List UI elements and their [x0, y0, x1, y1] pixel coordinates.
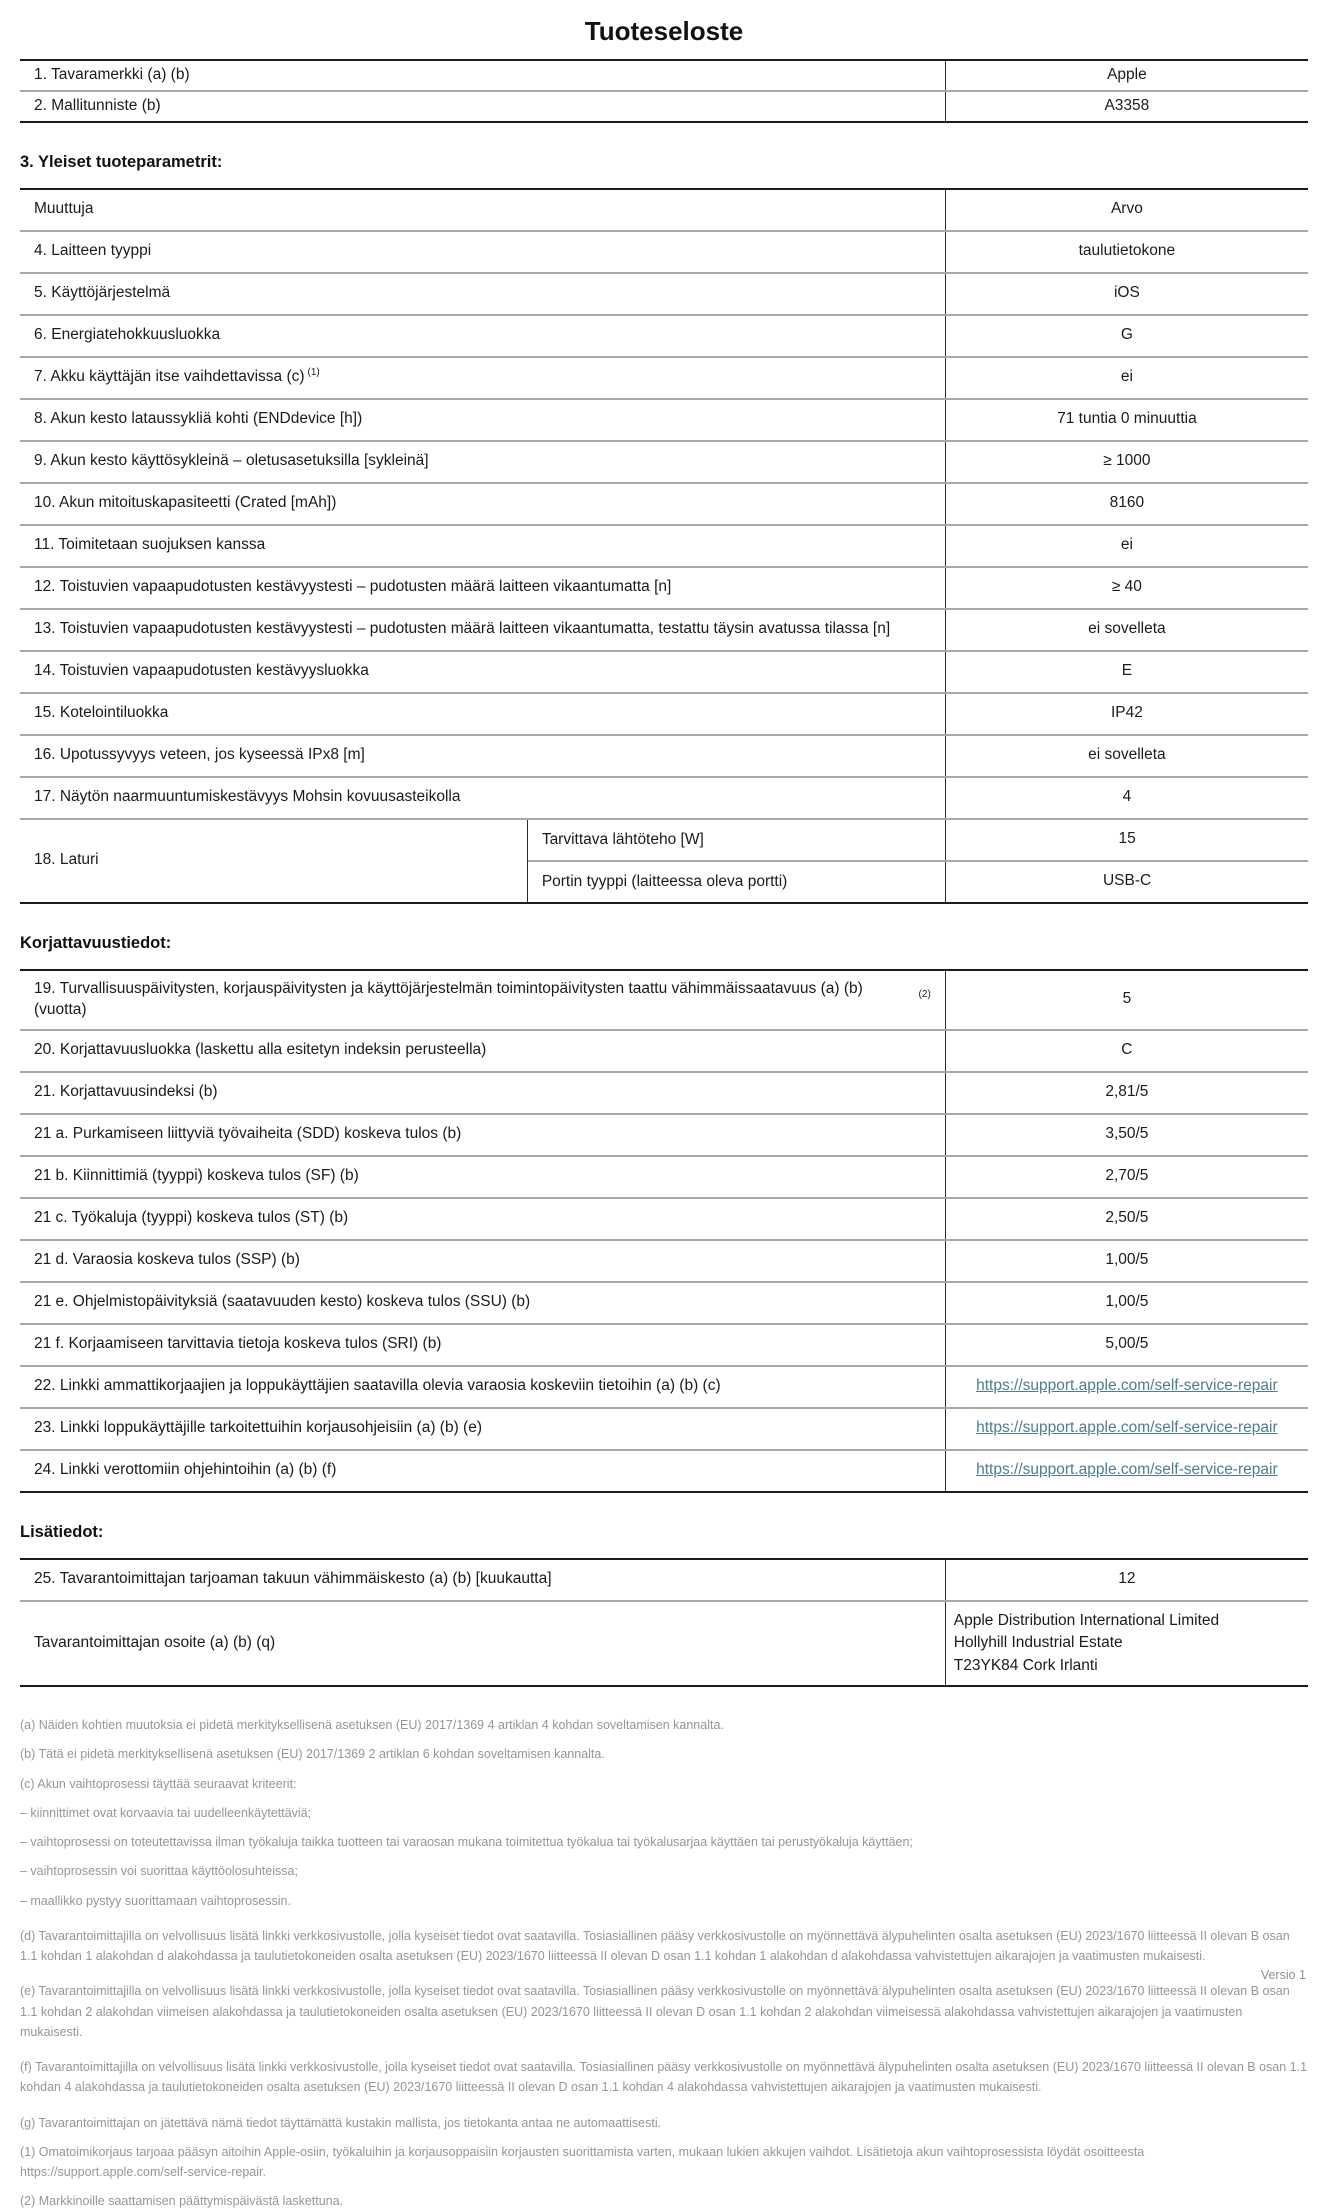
- table-row: [20, 776, 1308, 818]
- table-row: [20, 440, 1308, 482]
- row-value: iOS: [945, 274, 1308, 314]
- version-label: Versio 1: [1260, 1968, 1306, 1982]
- table-row: [20, 1560, 1308, 1600]
- row-value: 8160: [945, 484, 1308, 524]
- row-label: 12. Toistuvien vapaapudotusten kestävyystesti – pudotusten määrä laitteen vikaantumatta [n]: [34, 578, 672, 596]
- table-row: [20, 356, 1308, 398]
- table-row: [20, 566, 1308, 608]
- address-line: T23YK84 Cork Irlanti: [953, 1656, 1098, 1674]
- row-label: 8. Akun kesto lataussykliä kohti (ENDdevice [h]): [34, 410, 363, 428]
- footnote-e: (e) Tavarantoimittajilla on velvollisuus lisätä linkki verkkosivustolle, jolla kyseiset tiedot ovat saatavilla. Tosiasiallinen pääsy verkkosivustolle on myönnettävä älypuhelinten osalta asetuksen (EU) 2023/1670 liitteessä II olevan B osan 1.1 kohdan 2 alakohdan viimeisen alakohdassa ja taulutietokoneiden osalta asetuksen (EU) 2023/1670 liitteessä II olevan D osan 1.1 kohdan 2 alakohdan viimeisessä alakohdassa vahvistettujen aikarajojen ja vaatimusten mukaisesti.: [20, 1984, 1290, 2039]
- row-value: ≥ 40: [945, 568, 1308, 608]
- table-row: [20, 1407, 1308, 1449]
- row-label: 21 f. Korjaamiseen tarvittavia tietoja koskeva tulos (SRI) (b): [34, 1335, 442, 1353]
- table-row: [20, 314, 1308, 356]
- table-row: [20, 971, 1308, 1029]
- row-label: 4. Laitteen tyyppi: [34, 242, 152, 260]
- supplier-address-value: [945, 1602, 1308, 1685]
- address-line: Hollyhill Industrial Estate: [953, 1634, 1123, 1652]
- column-header-variable: Muuttuja: [34, 200, 94, 218]
- row-value: 1,00/5: [945, 1283, 1308, 1323]
- footnote-1: (1) Omatoimikorjaus tarjoaa pääsyn aitoihin Apple-osiin, työkaluihin ja korjausoppaisiin korjausten suorittamista varten, mukaan lukien akkujen vaihdot. Lisätietoja akun vaihtoprosessista löydät osoitteesta https://support.apple.com/self-service-repair.: [20, 2144, 1145, 2180]
- section-heading-general: 3. Yleiset tuoteparametrit:: [20, 152, 223, 171]
- table-row: [20, 1029, 1308, 1071]
- footnotes-section: [20, 1715, 1308, 2212]
- row-label: 10. Akun mitoituskapasiteetti (Crated [mAh]): [34, 494, 337, 512]
- table-row: [20, 90, 1308, 121]
- table-row: [20, 1365, 1308, 1407]
- row-label: 9. Akun kesto käyttösykleinä – oletusasetuksilla [sykleinä]: [34, 452, 429, 470]
- spare-parts-info-link[interactable]: https://support.apple.com/self-service-repair: [976, 1377, 1278, 1395]
- row-label: 21 c. Työkaluja (tyyppi) koskeva tulos (ST) (b): [34, 1209, 349, 1227]
- table-row: [20, 1197, 1308, 1239]
- footnote-g: (g) Tavarantoimittajan on jätettävä nämä tiedot täyttämättä kustakin mallista, jos tietokanta antaa ne automaattisesti.: [20, 2115, 662, 2130]
- row-label: 1. Tavaramerkki (a) (b): [34, 66, 190, 83]
- table-header-row: [20, 190, 1308, 230]
- footnote-superscript: (1): [307, 367, 320, 379]
- footnote-c-bullet: – maallikko pystyy suorittamaan vaihtoprosessin.: [20, 1893, 291, 1908]
- table-row: [20, 272, 1308, 314]
- column-header-value: Arvo: [945, 190, 1308, 230]
- row-value: 3,50/5: [945, 1115, 1308, 1155]
- row-value: 4: [945, 778, 1308, 818]
- row-value: ei: [945, 358, 1308, 398]
- row-label: 7. Akku käyttäjän itse vaihdettavissa (c) (1): [34, 367, 320, 386]
- row-label: 13. Toistuvien vapaapudotusten kestävyystesti – pudotusten määrä laitteen vikaantumatta, testattu täysin avatussa tilassa [n]: [34, 620, 891, 638]
- subrow-value: 15: [945, 820, 1308, 860]
- table-row: [20, 1323, 1308, 1365]
- charger-subtable: [527, 820, 1308, 902]
- address-line: Apple Distribution International Limited: [953, 1611, 1220, 1629]
- row-label: Tavarantoimittajan osoite (a) (b) (q): [34, 1633, 276, 1651]
- subrow-value: USB-C: [945, 862, 1308, 902]
- row-label: 18. Laturi: [34, 851, 99, 869]
- product-fiche-page: [0, 16, 1328, 2209]
- subrow-label: Portin tyyppi (laitteessa oleva portti): [541, 872, 788, 890]
- brand-model-table: [20, 59, 1308, 123]
- table-row: [20, 1155, 1308, 1197]
- row-label: 17. Näytön naarmuuntumiskestävyys Mohsin kovuusasteikolla: [34, 788, 461, 806]
- row-value: Apple: [945, 61, 1308, 90]
- row-label: 16. Upotussyvyys veteen, jos kyseessä IPx8 [m]: [34, 746, 365, 764]
- row-value: 5,00/5: [945, 1325, 1308, 1365]
- row-label: 25. Tavarantoimittajan tarjoaman takuun vähimmäiskesto (a) (b) [kuukautta]: [34, 1570, 552, 1588]
- row-label: 11. Toimitetaan suojuksen kanssa: [34, 536, 266, 554]
- row-value: ei sovelleta: [945, 736, 1308, 776]
- supplier-address-row: [20, 1600, 1308, 1685]
- charger-subrow: [528, 860, 1308, 902]
- general-parameters-table: [20, 188, 1308, 904]
- row-value: 5: [945, 971, 1308, 1029]
- row-label: 2. Mallitunniste (b): [34, 96, 161, 114]
- table-row: [20, 1239, 1308, 1281]
- table-row: [20, 1113, 1308, 1155]
- row-label: 24. Linkki verottomiin ohjehintoihin (a) (b) (f): [34, 1461, 337, 1479]
- subrow-label: Tarvittava lähtöteho [W]: [541, 830, 704, 848]
- footnote-c-bullet: – kiinnittimet ovat korvaavia tai uudelleenkäytettäviä;: [20, 1805, 312, 1820]
- table-row: [20, 61, 1308, 90]
- footnote-b: (b) Tätä ei pidetä merkityksellisenä asetuksen (EU) 2017/1369 2 artiklan 6 kohdan soveltamisen kannalta.: [20, 1747, 605, 1762]
- row-label: 21. Korjattavuusindeksi (b): [34, 1083, 218, 1101]
- table-row: [20, 1071, 1308, 1113]
- footnote-c-bullet: – vaihtoprosessi on toteutettavissa ilman työkaluja taikka tuotteen tai varaosan mukana toimitettua työkalua tai työkalusarjaa käyttäen tai perustyökaluja käyttäen;: [20, 1835, 913, 1850]
- row-label: 5. Käyttöjärjestelmä: [34, 284, 171, 302]
- table-row: [20, 650, 1308, 692]
- row-value: [945, 1451, 1308, 1491]
- table-row: [20, 692, 1308, 734]
- row-label: 22. Linkki ammattikorjaajien ja loppukäyttäjien saatavilla olevia varaosia koskeviin tietoihin (a) (b) (c): [34, 1377, 721, 1395]
- section-heading-repairability: Korjattavuustiedot:: [20, 933, 172, 952]
- additional-info-table: [20, 1558, 1308, 1687]
- table-row: [20, 608, 1308, 650]
- row-value: C: [945, 1031, 1308, 1071]
- repairability-table: [20, 969, 1308, 1493]
- row-value: [945, 1409, 1308, 1449]
- section-heading-additional: Lisätiedot:: [20, 1522, 104, 1541]
- row-value: [945, 1367, 1308, 1407]
- row-value: ≥ 1000: [945, 442, 1308, 482]
- row-label: 19. Turvallisuuspäivitysten, korjauspäivitysten ja käyttöjärjestelmän toimintopäivitysten taattu vähimmäissaatavuus (a) (b) (vuotta) (2): [34, 979, 931, 1018]
- row-label: 21 a. Purkamiseen liittyviä työvaiheita (SDD) koskeva tulos (b): [34, 1125, 462, 1143]
- row-value: E: [945, 652, 1308, 692]
- row-value: ei sovelleta: [945, 610, 1308, 650]
- table-row: [20, 482, 1308, 524]
- row-label: 14. Toistuvien vapaapudotusten kestävyysluokka: [34, 662, 369, 680]
- repair-instructions-link[interactable]: https://support.apple.com/self-service-repair: [976, 1419, 1278, 1437]
- table-row: [20, 1281, 1308, 1323]
- footnote-superscript: (2): [918, 989, 931, 1001]
- row-value: 1,00/5: [945, 1241, 1308, 1281]
- row-value: 71 tuntia 0 minuuttia: [945, 400, 1308, 440]
- row-value: 12: [945, 1560, 1308, 1600]
- charger-row: [20, 818, 1308, 902]
- row-value: A3358: [945, 92, 1308, 121]
- row-value: taulutietokone: [945, 232, 1308, 272]
- table-row: [20, 398, 1308, 440]
- footnote-c: (c) Akun vaihtoprosessi täyttää seuraavat kriteerit:: [20, 1776, 297, 1791]
- footnote-c-bullet: – vaihtoprosessin voi suorittaa käyttöolosuhteissa;: [20, 1864, 298, 1879]
- row-value: 2,70/5: [945, 1157, 1308, 1197]
- row-label: 21 d. Varaosia koskeva tulos (SSP) (b): [34, 1251, 300, 1269]
- row-value: IP42: [945, 694, 1308, 734]
- table-row: [20, 1449, 1308, 1491]
- table-row: [20, 734, 1308, 776]
- footnote-a: (a) Näiden kohtien muutoksia ei pidetä merkityksellisenä asetuksen (EU) 2017/1369 4 artiklan 4 kohdan soveltamisen kannalta.: [20, 1718, 724, 1733]
- row-label: 23. Linkki loppukäyttäjille tarkoitettuihin korjausohjeisiin (a) (b) (e): [34, 1419, 482, 1437]
- page-title: Tuoteseloste: [584, 16, 744, 46]
- row-label: 15. Kotelointiluokka: [34, 704, 169, 722]
- row-label: 20. Korjattavuusluokka (laskettu alla esitetyn indeksin perusteella): [34, 1041, 487, 1059]
- row-value: G: [945, 316, 1308, 356]
- footnote-f: (f) Tavarantoimittajilla on velvollisuus lisätä linkki verkkosivustolle, jolla kyseiset tiedot ovat saatavilla. Tosiasiallinen pääsy verkkosivustolle on myönnettävä älypuhelinten osalta asetuksen (EU) 2023/1670 liitteessä II olevan B osan 1.1 kohdan 4 alakohdassa ja taulutietokoneiden osalta asetuksen (EU) 2023/1670 liitteessä II olevan D osan 1.1 kohdan 4 alakohdassa vahvistettujen aikarajojen ja vaatimusten mukaisesti.: [20, 2060, 1308, 2095]
- price-list-link[interactable]: https://support.apple.com/self-service-repair: [976, 1461, 1278, 1479]
- charger-subrow: [528, 820, 1308, 860]
- footnote-d: (d) Tavarantoimittajilla on velvollisuus lisätä linkki verkkosivustolle, jolla kyseiset tiedot ovat saatavilla. Tosiasiallinen pääsy verkkosivustolle on myönnettävä älypuhelinten osalta asetuksen (EU) 2023/1670 liitteessä II olevan B osan 1.1 kohdan 1 alakohdan d alakohdassa ja taulutietokoneiden osalta asetuksen (EU) 2023/1670 liitteessä II olevan D osan 1.1 kohdan 1 alakohdan d alakohdassa vahvistettujen aikarajojen ja vaatimusten mukaisesti.: [20, 1928, 1290, 1964]
- row-value: ei: [945, 526, 1308, 566]
- row-value: 2,81/5: [945, 1073, 1308, 1113]
- footnote-2: (2) Markkinoille saattamisen päättymispäivästä laskettuna.: [20, 2194, 344, 2209]
- row-label: 21 b. Kiinnittimiä (tyyppi) koskeva tulos (SF) (b): [34, 1167, 359, 1185]
- table-row: [20, 230, 1308, 272]
- row-value: 2,50/5: [945, 1199, 1308, 1239]
- table-row: [20, 524, 1308, 566]
- row-label: 21 e. Ohjelmistopäivityksiä (saatavuuden kesto) koskeva tulos (SSU) (b): [34, 1293, 531, 1311]
- row-label: 6. Energiatehokkuusluokka: [34, 326, 221, 344]
